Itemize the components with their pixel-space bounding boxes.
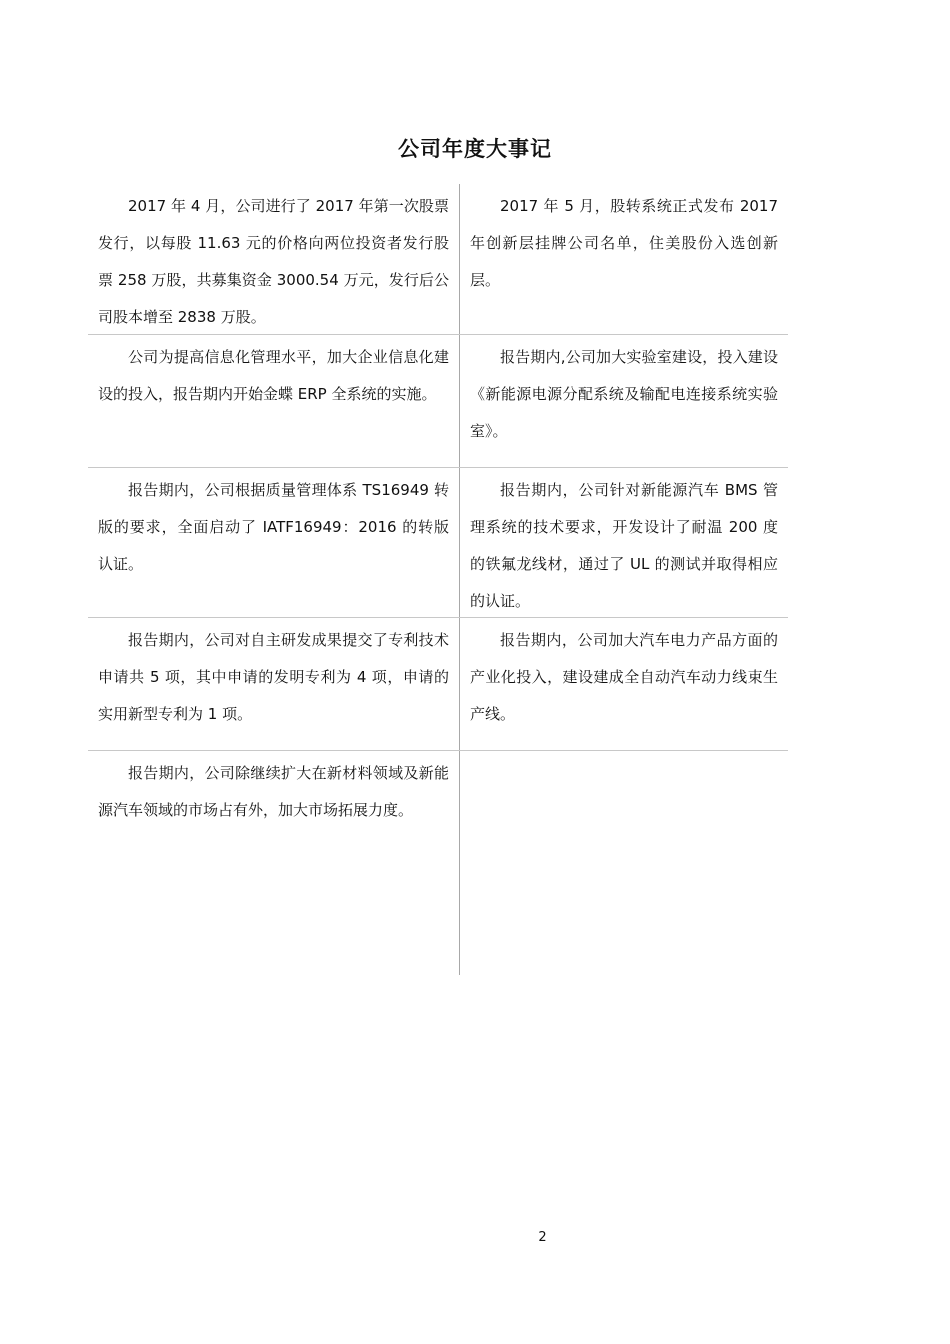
event-cell-right-1: 2017 年 5 月，股转系统正式发布 2017 年创新层挂牌公司名单，住美股份入选创新层。 bbox=[470, 197, 778, 289]
event-cell-right-3: 报告期内，公司针对新能源汽车 BMS 管理系统的技术要求，开发设计了耐温 200 度的铁氟龙线材，通过了 UL 的测试并取得相应的认证。 bbox=[470, 481, 778, 610]
event-row-2 bbox=[88, 335, 788, 468]
event-cell-left-3: 报告期内，公司根据质量管理体系 TS16949 转版的要求，全面启动了 IATF16949：2016 的转版认证。 bbox=[88, 468, 460, 617]
event-row-5 bbox=[88, 751, 788, 975]
event-cell-left-4: 报告期内，公司对自主研发成果提交了专利技术申请共 5 项，其中申请的发明专利为 4 项，申请的实用新型专利为 1 项。 bbox=[88, 618, 460, 750]
event-cell-left-5: 报告期内，公司除继续扩大在新材料领域及新能源汽车领域的市场占有外，加大市场拓展力度。 bbox=[88, 751, 460, 975]
event-cell-right-2: 报告期内,公司加大实验室建设，投入建设《新能源电源分配系统及输配电连接系统实验室》。 bbox=[470, 348, 778, 440]
event-row-1 bbox=[88, 184, 788, 335]
event-cell-right-4: 报告期内，公司加大汽车电力产品方面的产业化投入，建设建成全自动汽车动力线束生产线。 bbox=[470, 631, 778, 723]
event-cell-left-2: 公司为提高信息化管理水平，加大企业信息化建设的投入，报告期内开始金蝶 ERP 全系统的实施。 bbox=[88, 335, 460, 467]
event-row-3 bbox=[88, 468, 788, 618]
events-grid bbox=[88, 184, 788, 975]
event-cell-right-5 bbox=[460, 751, 788, 975]
page-number: 2 bbox=[538, 1230, 547, 1245]
event-cell-left-1: 2017 年 4 月，公司进行了 2017 年第一次股票发行，以每股 11.63 元的价格向两位投资者发行股票 258 万股，共募集资金 3000.54 万元，发行后公司股本增至 2838 万股。 bbox=[88, 184, 460, 334]
page-title: 公司年度大事记 bbox=[398, 137, 552, 161]
event-row-4 bbox=[88, 618, 788, 751]
